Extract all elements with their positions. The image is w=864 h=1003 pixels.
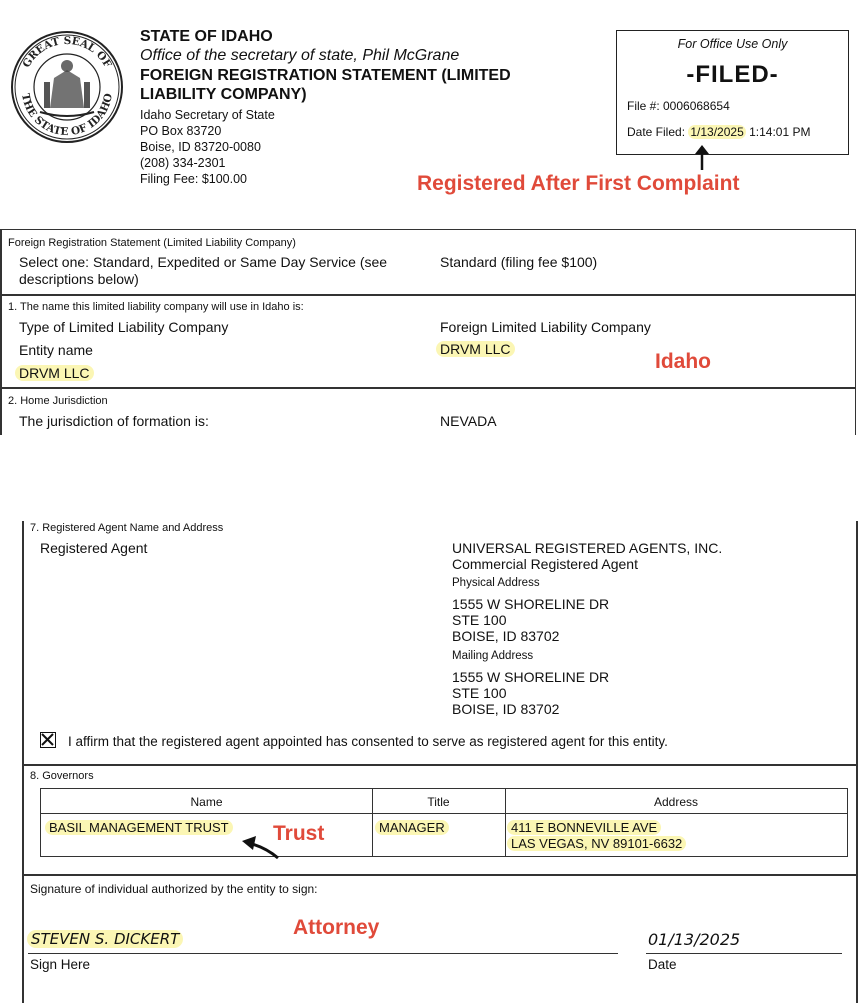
- form-title-line-2: LIABILITY COMPANY): [140, 86, 307, 103]
- service-select-label: Select one: Standard, Expedited or Same Day Service (see: [19, 254, 388, 270]
- affirm-statement: I affirm that the registered agent appointed has consented to serve as registered agent for this entity.: [68, 734, 668, 749]
- filing-fee: Filing Fee: $100.00: [140, 172, 248, 186]
- annotation-trust: Trust: [273, 822, 325, 845]
- form-left-border: [22, 521, 24, 1003]
- signature-line: [28, 953, 618, 954]
- physical-address-label: Physical Address: [452, 577, 540, 589]
- llc-type-value: Foreign Limited Liability Company: [440, 319, 651, 335]
- time-filed-value: 1:14:01 PM: [745, 125, 811, 139]
- address-line-3: Boise, ID 83720-0080: [140, 140, 261, 154]
- address-line-2: PO Box 83720: [140, 124, 222, 138]
- date-filed: [627, 125, 810, 139]
- form-left-border: [0, 229, 2, 435]
- divider: [0, 387, 856, 389]
- signature-section-title: Signature of individual authorized by the entity to sign:: [30, 882, 318, 896]
- seal-bottom-text: THE STATE OF IDAHO: [19, 92, 115, 139]
- entity-name-label: Entity name: [19, 342, 93, 358]
- governor-title: MANAGER: [375, 820, 449, 835]
- physical-address-line-1: 1555 W SHORELINE DR: [452, 596, 610, 612]
- arrow-up-icon: [692, 144, 712, 170]
- entity-name-value-repeat: DRVM LLC: [15, 365, 94, 381]
- check-x-icon: [41, 733, 54, 746]
- column-header-title: Title: [427, 795, 450, 809]
- agent-type: Commercial Registered Agent: [452, 556, 638, 572]
- filed-status: -FILED-: [686, 61, 779, 88]
- annotation-registered-after: Registered After First Complaint: [417, 172, 740, 195]
- affirm-checkbox[interactable]: [40, 732, 56, 748]
- phone-number: (208) 334-2301: [140, 156, 226, 170]
- governor-address-line-1: 411 E BONNEVILLE AVE: [507, 820, 661, 835]
- sign-here-label: Sign Here: [30, 957, 91, 972]
- column-header-name: Name: [190, 795, 223, 809]
- mailing-address-line-2: STE 100: [452, 685, 507, 701]
- arrow-left-icon: [238, 832, 284, 862]
- governors-table: [40, 788, 848, 857]
- date-line: [646, 953, 842, 954]
- registered-agent-label: Registered Agent: [40, 540, 148, 556]
- jurisdiction-value: NEVADA: [440, 413, 497, 429]
- signature-date: 01/13/2025: [648, 930, 741, 949]
- divider: [22, 764, 858, 766]
- section-2-title: 2. Home Jurisdiction: [8, 395, 108, 407]
- seal-top-text: GREAT SEAL OF: [20, 34, 114, 70]
- mailing-address-line-3: BOISE, ID 83702: [452, 701, 560, 717]
- mailing-address-label: Mailing Address: [452, 650, 534, 662]
- state-seal: [10, 30, 124, 144]
- jurisdiction-label: The jurisdiction of formation is:: [19, 413, 209, 429]
- section-1-title: 1. The name this limited liability company will use in Idaho is:: [8, 301, 304, 313]
- agent-name: UNIVERSAL REGISTERED AGENTS, INC.: [452, 540, 723, 556]
- llc-type-label: Type of Limited Liability Company: [19, 319, 229, 335]
- annotation-idaho: Idaho: [655, 350, 711, 373]
- annotation-attorney: Attorney: [293, 916, 380, 939]
- signer-name: STEVEN S. DICKERT: [27, 930, 183, 948]
- date-filed-label: Date Filed:: [627, 125, 689, 139]
- form-title-line-1: FOREIGN REGISTRATION STATEMENT (LIMITED: [140, 67, 511, 84]
- service-select-label-2: descriptions below): [19, 271, 139, 287]
- physical-address-line-2: STE 100: [452, 612, 507, 628]
- form-heading: Foreign Registration Statement (Limited Liability Company): [8, 237, 296, 249]
- column-header-address: Address: [653, 795, 699, 809]
- mailing-address-line-1: 1555 W SHORELINE DR: [452, 669, 610, 685]
- divider: [0, 294, 856, 296]
- service-select-value: Standard (filing fee $100): [440, 254, 598, 270]
- section-8-title: 8. Governors: [30, 770, 94, 782]
- section-7-title: 7. Registered Agent Name and Address: [30, 522, 224, 534]
- office-use-label: For Office Use Only: [677, 37, 788, 51]
- form-right-border: [856, 521, 858, 1003]
- address-line-1: Idaho Secretary of State: [140, 108, 275, 122]
- state-title: STATE OF IDAHO: [140, 28, 273, 45]
- file-number: File #: 0006068654: [627, 99, 730, 113]
- governor-address-line-2: LAS VEGAS, NV 89101-6632: [507, 836, 686, 851]
- governor-name: BASIL MANAGEMENT TRUST: [45, 820, 233, 835]
- date-label: Date: [648, 957, 677, 972]
- office-use-box: [616, 30, 849, 155]
- divider: [22, 874, 858, 876]
- physical-address-line-3: BOISE, ID 83702: [452, 628, 560, 644]
- date-filed-value: 1/13/2025: [690, 125, 744, 139]
- entity-name-value: DRVM LLC: [436, 341, 515, 357]
- office-name: Office of the secretary of state, Phil McGrane: [140, 47, 460, 64]
